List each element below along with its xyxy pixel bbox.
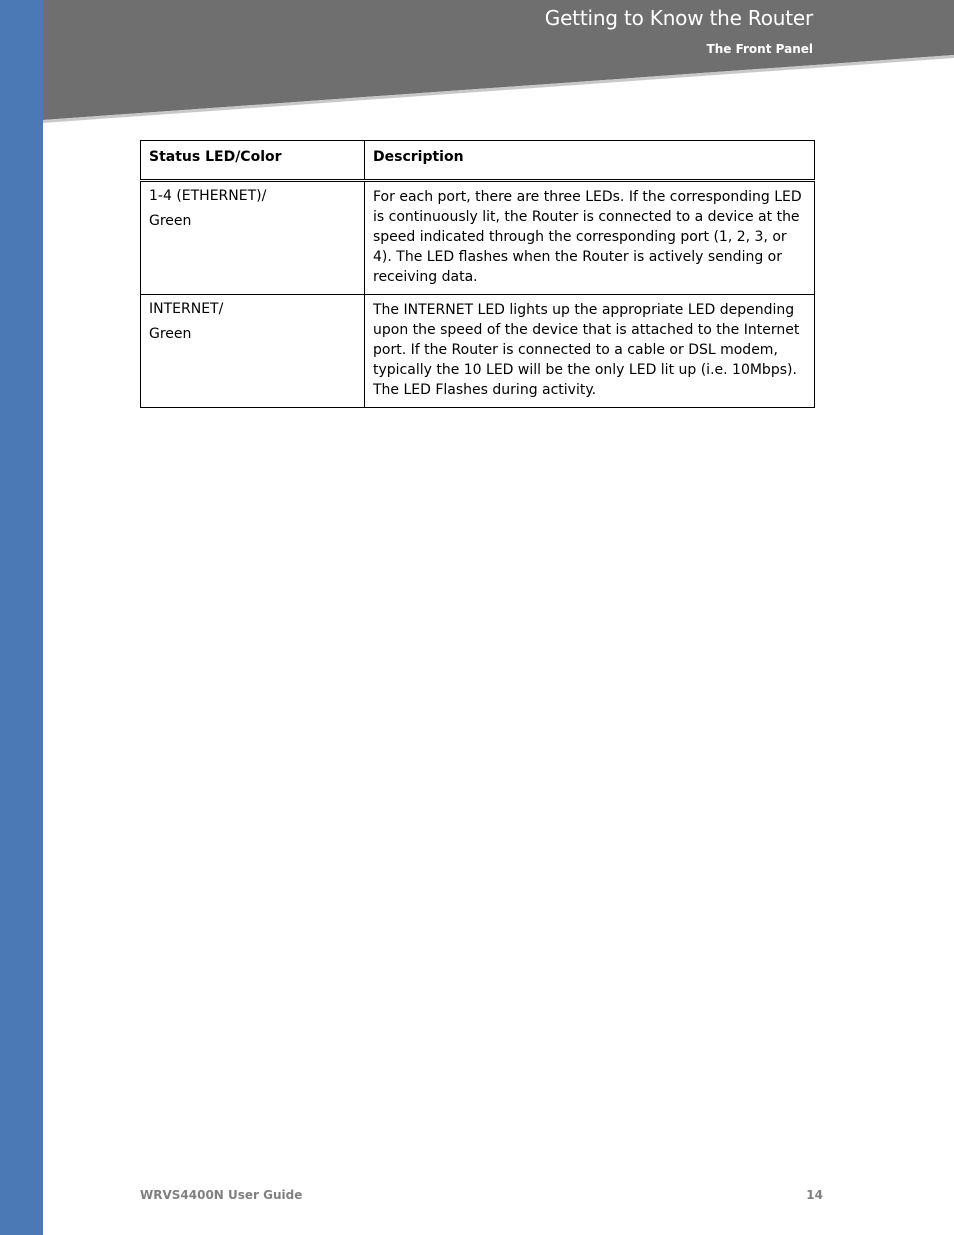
table-row bbox=[141, 181, 815, 295]
left-accent-bar bbox=[0, 0, 43, 1235]
led-color: Green bbox=[149, 213, 192, 229]
led-color: Green bbox=[149, 326, 192, 342]
led-description-cell: For each port, there are three LEDs. If the corresponding LED is continuously lit, the Router is connected to a device at the speed indicated through the corresponding port (1, 2, 3, or 4). The LED flashes when the Router is actively sending or receiving data. bbox=[365, 181, 815, 295]
chapter-title: Getting to Know the Router bbox=[544, 6, 813, 30]
led-name-cell bbox=[141, 181, 365, 295]
page-header bbox=[43, 0, 954, 125]
table-row bbox=[141, 295, 815, 408]
section-title: The Front Panel bbox=[706, 42, 813, 56]
led-description-cell: The INTERNET LED lights up the appropriate LED depending upon the speed of the device that is attached to the Internet port. If the Router is connected to a cable or DSL modem, typically the 10 LED will be the only LED lit up (i.e. 10Mbps). The LED Flashes during activity. bbox=[365, 295, 815, 408]
led-label: 1-4 (ETHERNET)/ bbox=[149, 188, 267, 204]
header-band-shape bbox=[43, 0, 954, 125]
footer-guide-title: WRVS4400N User Guide bbox=[140, 1188, 303, 1202]
column-header-description: Description bbox=[365, 141, 815, 181]
led-name-cell bbox=[141, 295, 365, 408]
status-led-table bbox=[140, 140, 815, 408]
led-label: INTERNET/ bbox=[149, 301, 224, 317]
footer-page-number: 14 bbox=[806, 1188, 823, 1202]
table-header-row bbox=[141, 141, 815, 181]
column-header-status-led: Status LED/Color bbox=[141, 141, 365, 181]
